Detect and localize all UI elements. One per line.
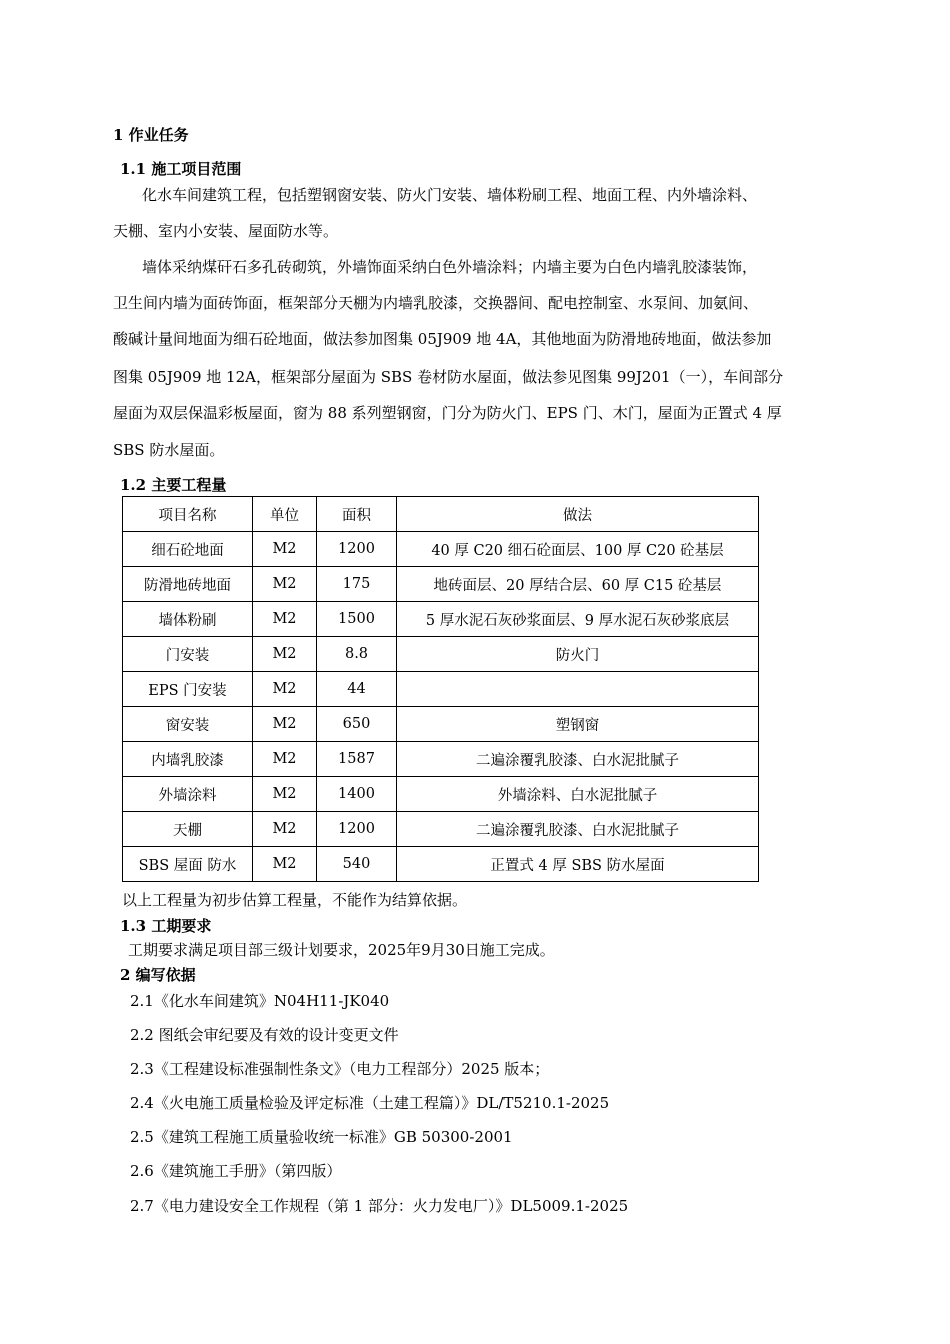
table-cell: 窗安装 (123, 707, 253, 742)
table-cell: M2 (253, 707, 317, 742)
section-2-heading: 2 编写依据 (120, 966, 196, 984)
table-row (123, 847, 759, 882)
table-cell: 8.8 (317, 637, 397, 672)
table-row (123, 532, 759, 567)
reference-item: 2.5《建筑工程施工质量验收统一标准》GB 50300-2001 (130, 1128, 513, 1146)
table-cell: 防滑地砖地面 (123, 567, 253, 602)
reference-item: 2.6《建筑施工手册》（第四版） (130, 1162, 342, 1180)
reference-item: 2.2 图纸会审纪要及有效的设计变更文件 (130, 1026, 399, 1044)
quantity-table (122, 496, 759, 882)
table-note: 以上工程量为初步估算工程量，不能作为结算依据。 (122, 891, 468, 909)
table-row (123, 672, 759, 707)
table-cell: 正置式 4 厚 SBS 防水屋面 (397, 847, 759, 882)
table-cell: 1500 (317, 602, 397, 637)
reference-item: 2.1《化水车间建筑》N04H11-JK040 (130, 992, 390, 1010)
paragraph-line: 卫生间内墙为面砖饰面，框架部分天棚为内墙乳胶漆，交换器间、配电控制室、水泵间、加氨间、 (113, 294, 759, 312)
table-row (123, 777, 759, 812)
table-cell: 外墙涂料 (123, 777, 253, 812)
table-cell: M2 (253, 637, 317, 672)
table-cell: M2 (253, 777, 317, 812)
table-cell: 地砖面层、20 厚结合层、60 厚 C15 砼基层 (397, 567, 759, 602)
section-1-2-heading: 1.2 主要工程量 (120, 476, 227, 494)
section-1-heading: 1 作业任务 (113, 126, 189, 144)
column-header: 面积 (317, 497, 397, 532)
table-header-row (123, 497, 759, 532)
table-cell: 1400 (317, 777, 397, 812)
column-header: 项目名称 (123, 497, 253, 532)
table-cell: 内墙乳胶漆 (123, 742, 253, 777)
table-row (123, 707, 759, 742)
table-cell: 门安装 (123, 637, 253, 672)
table-cell (397, 672, 759, 707)
section-1-1-heading: 1.1 施工项目范围 (120, 160, 242, 178)
table-cell: M2 (253, 742, 317, 777)
table-cell: 40 厚 C20 细石砼面层、100 厚 C20 砼基层 (397, 532, 759, 567)
table-cell: 天棚 (123, 812, 253, 847)
paragraph-line: SBS 防水屋面。 (113, 441, 225, 459)
table-cell: 44 (317, 672, 397, 707)
table-cell: 540 (317, 847, 397, 882)
table-cell: 1200 (317, 812, 397, 847)
table-cell: M2 (253, 567, 317, 602)
paragraph-line: 化水车间建筑工程，包括塑钢窗安装、防火门安装、墙体粉刷工程、地面工程、内外墙涂料、 (142, 186, 758, 204)
table-row (123, 742, 759, 777)
table-cell: 二遍涂覆乳胶漆、白水泥批腻子 (397, 812, 759, 847)
table-cell: 175 (317, 567, 397, 602)
table-cell: 墙体粉刷 (123, 602, 253, 637)
table-cell: 二遍涂覆乳胶漆、白水泥批腻子 (397, 742, 759, 777)
table-cell: 1587 (317, 742, 397, 777)
table-cell: M2 (253, 532, 317, 567)
table-cell: 细石砼地面 (123, 532, 253, 567)
reference-item: 2.3《工程建设标准强制性条文》（电力工程部分）2025 版本； (130, 1060, 550, 1078)
reference-item: 2.7《电力建设安全工作规程（第 1 部分：火力发电厂）》DL5009.1-2025 (130, 1197, 629, 1215)
reference-item: 2.4《火电施工质量检验及评定标准（土建工程篇）》DL/T5210.1-2025 (130, 1094, 610, 1112)
paragraph-line: 酸碱计量间地面为细石砼地面，做法参加图集 05J909 地 4A，其他地面为防滑地砖地面，做法参加 (113, 330, 772, 348)
column-header: 单位 (253, 497, 317, 532)
table-row (123, 812, 759, 847)
paragraph-line: 屋面为双层保温彩板屋面，窗为 88 系列塑钢窗，门分为防火门、EPS 门、木门，屋面为正置式 4 厚 (113, 404, 782, 422)
table-cell: M2 (253, 847, 317, 882)
paragraph-line: 墙体采纳煤矸石多孔砖砌筑，外墙饰面采纳白色外墙涂料；内墙主要为白色内墙乳胶漆装饰， (142, 258, 758, 276)
table-cell: 650 (317, 707, 397, 742)
table-row (123, 567, 759, 602)
table-row (123, 602, 759, 637)
paragraph-line: 天棚、室内小安装、屋面防水等。 (113, 222, 339, 240)
table-row (123, 637, 759, 672)
section-1-3-heading: 1.3 工期要求 (120, 917, 212, 935)
table-cell: 塑钢窗 (397, 707, 759, 742)
table-cell: 防火门 (397, 637, 759, 672)
table-cell: SBS 屋面 防水 (123, 847, 253, 882)
table-cell: M2 (253, 672, 317, 707)
table-cell: EPS 门安装 (123, 672, 253, 707)
paragraph-line: 图集 05J909 地 12A，框架部分屋面为 SBS 卷材防水屋面，做法参见图集 99J201（一），车间部分 (113, 368, 784, 386)
table-cell: 1200 (317, 532, 397, 567)
table-cell: M2 (253, 602, 317, 637)
column-header: 做法 (397, 497, 759, 532)
table-cell: M2 (253, 812, 317, 847)
schedule-text: 工期要求满足项目部三级计划要求，2025年9月30日施工完成。 (128, 941, 555, 959)
table-cell: 外墙涂料、白水泥批腻子 (397, 777, 759, 812)
table-cell: 5 厚水泥石灰砂浆面层、9 厚水泥石灰砂浆底层 (397, 602, 759, 637)
